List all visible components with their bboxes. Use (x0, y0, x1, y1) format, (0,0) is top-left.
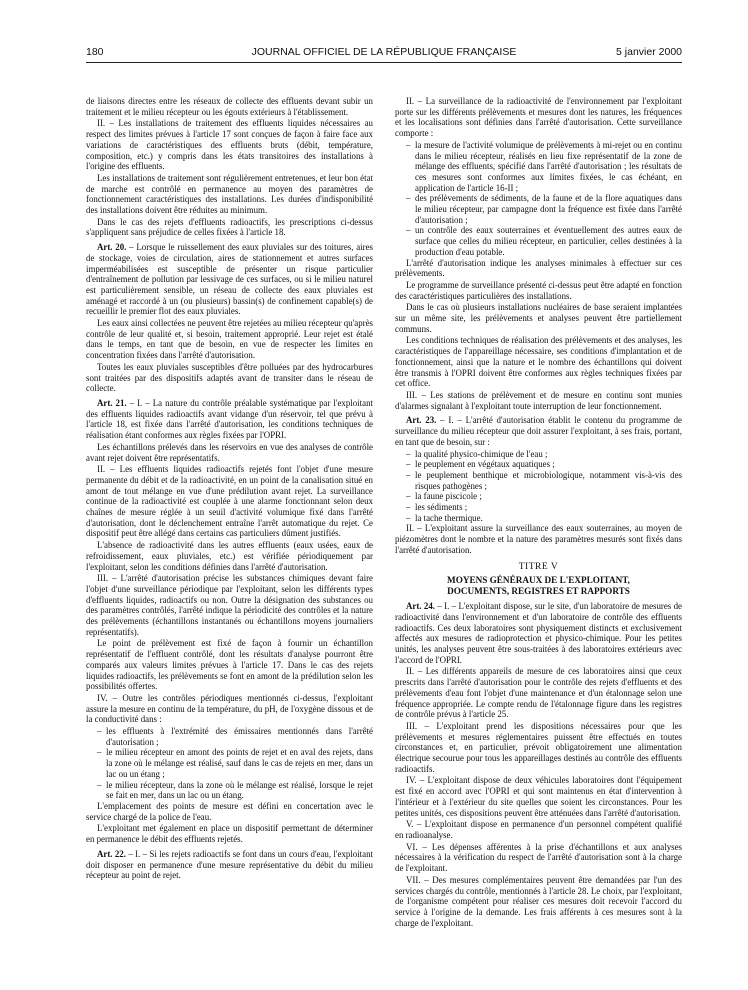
measurement-points-list (86, 726, 373, 801)
paragraph: II. – L'exploitant assure la surveillance des eaux souterraines, au moyen de piézomètres dont le nombre et la nature des paramètres mesurés sont fixés dans l'arrêté d'autorisation. (395, 523, 682, 555)
paragraph: Les échantillons prélevés dans les réservoirs en vue des analyses de contrôle avant rejet doivent être représentatifs. (86, 441, 373, 463)
article-20 (86, 242, 373, 317)
page-number: 180 (86, 46, 104, 58)
subtitle-line: MOYENS GÉNÉRAUX DE L'EXPLOITANT, (447, 575, 630, 586)
list-item: – la faune piscicole ; (406, 491, 682, 502)
paragraph: Les conditions techniques de réalisation des prélèvements et des analyses, les caractéristiques de l'appareillage nécessaire, ses conditions d'implantation et de fonctionnement, ainsi que la nature et le nombre des échantillons qui doivent être transmis à l'OPRI doivent être conformes aux règles techniques fixées par cet office. (395, 335, 682, 389)
header-rule (86, 62, 682, 63)
paragraph: VI. – Les dépenses afférentes à la prise d'échantillons et aux analyses nécessaires à la vérification du respect de l'arrêté d'autorisation sont à la charge de l'exploitant. (395, 841, 682, 874)
article-label: Art. 23. (406, 415, 437, 426)
paragraph: Dans le cas où plusieurs installations nucléaires de base seraient implantées sur un même site, les prélèvements et analyses peuvent être partiellement communs. (395, 302, 682, 334)
paragraph: de liaisons directes entre les réseaux de collecte des effluents devant subir un traitement et le milieu récepteur ou les égouts extérieurs à l'établissement. (86, 96, 373, 117)
article-label: Art. 20. (97, 242, 127, 253)
surveillance-list (395, 140, 682, 258)
article-label: Art. 21. (97, 397, 127, 408)
paragraph: III. – L'arrêté d'autorisation précise les substances chimiques devant faire l'objet d'une surveillance périodique par l'exploitant, selon les différents types d'effluents liquides, radioactifs ou non. Outre la désignation des substances ou des paramètres contrôlés, l'arrêté indique la périodicité des contrôles et la nature des prélèvements (échantillons instantanés ou échantillons moyens journaliers représentatifs). (86, 573, 373, 637)
publication-date: 5 janvier 2000 (616, 46, 682, 58)
list-item: – la mesure de l'activité volumique de prélèvements à mi-rejet ou en continu dans le milieu récepteur, réalisés en lieu fixe représentatif de la zone de mélange des effluents, spécifié dans l'arrêté d'autorisation ; les résultats de ces mesures sont conformes aux limites fixées, le cas échéant, en application de l'article 16-II ; (406, 140, 682, 194)
article-text: – I. – La nature du contrôle préalable systématique par l'exploitant des effluents liquides radioactifs avant vidange d'un réservoir, tel que prévu à l'article 18, est fixée dans l'arrêté d'autorisation, les conditions techniques de réalisation étant conformes aux règles fixées par l'OPRI. (86, 397, 373, 441)
paragraph: IV. – L'exploitant dispose de deux véhicules laboratoires dont l'équipement est fixé en accord avec l'OPRI et qui sont maintenus en état d'intervention à l'intérieur et à l'extérieur du site quelles que soient les circonstances. Pour les petites unités, ces dispositions peuvent être atténuées dans l'arrêté d'autorisation. (395, 775, 682, 818)
subtitle-line: DOCUMENTS, REGISTRES ET RAPPORTS (447, 586, 630, 597)
section-title: TITRE V (518, 561, 559, 572)
article-text: – Lorsque le ruissellement des eaux pluviales sur des toitures, aires de stockage, voies de circulation, aires de stationnement et autres surfaces imperméabilisées est susceptible de présenter un risque particulier d'entraînement de pollution par lessivage de ces surfaces, ou si le milieu naturel est particulièrement sensible, un réseau de collecte des eaux pluviales est aménagé et raccordé à un (ou plusieurs) bassin(s) de confinement capable(s) de recueillir le premier flot des eaux pluviales. (86, 242, 373, 317)
paragraph: L'exploitant met également en place un dispositif permettant de déterminer en permanence le débit des effluents rejetés. (86, 823, 373, 845)
list-item: – le milieu récepteur, dans la zone où le mélange est réalisé, lorsque le rejet se fait en mer, dans un lac ou un étang. (97, 780, 373, 801)
paragraph: III. – Les stations de prélèvement et de mesure en continu sont munies d'alarmes signalant à l'exploitant toute interruption de leur fonctionnement. (395, 389, 682, 411)
paragraph: V. – L'exploitant dispose en permanence d'un personnel compétent qualifié en radioanalyse. (395, 819, 682, 840)
list-item: – le peuplement en végétaux aquatiques ; (406, 459, 682, 470)
paragraph: Les installations de traitement sont régulièrement entretenues, et leur bon état de marche est contrôlé en permanence au moyen des paramètres de fonctionnement caractéristiques des installations. Les durées d'indisponibilité des installations doivent être réduites au minimum. (86, 172, 373, 216)
paragraph: Toutes les eaux pluviales susceptibles d'être polluées par des hydrocarbures sont traitées par des dispositifs adaptés avant de transiter dans le réseau de collecte. (86, 361, 373, 394)
list-item: – des prélèvements de sédiments, de la faune et de la flore aquatiques dans le milieu récepteur, par campagne dont la fréquence est fixée dans l'arrêté d'autorisation ; (406, 193, 682, 225)
paragraph: II. – Les effluents liquides radioactifs rejetés font l'objet d'une mesure permanente du débit et de la radioactivité, en un point de la canalisation situé en amont de tout mélange en vue d'une prédilution avant rejet. La surveillance continue de la radioactivité est couplée à une alarme fonctionnant selon deux chaînes de mesure réglée à un seuil d'activité volumique fixé dans l'arrêté d'autorisation, dont le déclenchement entraîne l'arrêt automatique du rejet. Ce dispositif peut être allégé dans certains cas particuliers dûment justifiés. (86, 464, 373, 539)
section-subtitle (395, 575, 682, 597)
paragraph: Le point de prélèvement est fixé de façon à fournir un échantillon représentatif de l'effluent contrôlé, dont les résultats d'analyse pourront être comparés aux valeurs limites prévues à l'article 17. Dans le cas des rejets liquides radioactifs, les prélèvements se font en amont de la prédilution selon les possibilités offertes. (86, 638, 373, 692)
paragraph: L'emplacement des points de mesure est défini en concertation avec le service chargé de la police de l'eau. (86, 801, 373, 822)
article-text: – I. – L'exploitant dispose, sur le site, d'un laboratoire de mesures de radioactivité dans l'environnement et d'un laboratoire de contrôle des effluents radioactifs. Ces deux laboratoires sont physiquement distincts et exclusivement affectés aux mesures de radioprotection et physico-chimique. Pour les petites unités, les analyses peuvent être sous-traitées à des laboratoires extérieurs avec l'accord de l'OPRI. (395, 601, 682, 665)
monitoring-program-list (395, 449, 682, 524)
list-item: – la qualité physico-chimique de l'eau ; (406, 449, 682, 460)
journal-title: JOURNAL OFFICIEL DE LA RÉPUBLIQUE FRANÇAISE (251, 46, 517, 58)
list-item: – le milieu récepteur en amont des points de rejet et en aval des rejets, dans la zone où le mélange est réalisé, sauf dans le cas de rejets en mer, dans un lac ou un étang ; (97, 747, 373, 779)
page-header (86, 46, 682, 60)
list-item: – la tache thermique. (406, 513, 682, 524)
article-label: Art. 24. (406, 601, 435, 612)
article-label: Art. 22. (97, 848, 126, 859)
list-item: – un contrôle des eaux souterraines et éventuellement des autres eaux de surface que celles du milieu récepteur, en particulier, celles destinées à la production d'eau potable. (406, 225, 682, 257)
paragraph: L'arrêté d'autorisation indique les analyses minimales à effectuer sur ces prélèvements. (395, 257, 682, 279)
left-column (86, 96, 373, 882)
paragraph: IV. – Outre les contrôles périodiques mentionnés ci-dessus, l'exploitant assure la mesure en continu de la température, du pH, de l'oxygène dissous et de la conductivité dans : (86, 692, 373, 725)
article-21 (86, 398, 373, 441)
right-column (395, 96, 682, 929)
article-24 (395, 601, 682, 665)
list-item: – les effluents à l'extrémité des émissaires mentionnés dans l'arrêté d'autorisation ; (97, 726, 373, 747)
paragraph: VII. – Des mesures complémentaires peuvent être demandées par l'un des services chargés du contrôle, mentionnés à l'article 28. Le choix, par l'exploitant, de l'organisme compétent pour réaliser ces mesures doit recevoir l'accord du service à l'origine de la demande. Les frais afférents à ces mesures sont à la charge de l'exploitant. (395, 874, 682, 928)
paragraph: Les eaux ainsi collectées ne peuvent être rejetées au milieu récepteur qu'après contrôle de leur qualité et, si besoin, traitement approprié. Leur rejet est étalé dans le temps, en tant que de besoin, en vue de respecter les limites en concentration fixées dans l'arrêté d'autorisation. (86, 318, 373, 361)
article-23 (395, 415, 682, 447)
paragraph: III. – L'exploitant prend les dispositions nécessaires pour que les prélèvements et mesures réglementaires puissent être effectués en toutes circonstances et, en particulier, prévoit obligatoirement une alimentation électrique secourue pour tous les appareillages destinés au contrôle des effluents radioactifs. (395, 720, 682, 774)
article-22 (86, 849, 373, 881)
paragraph: Dans le cas des rejets d'effluents radioactifs, les prescriptions ci-dessus s'appliquent sans préjudice de celles fixées à l'article 18. (86, 216, 373, 238)
paragraph: II. – La surveillance de la radioactivité de l'environnement par l'exploitant porte sur les différents prélèvements et mesures dont les natures, les fréquences et les localisations sont définies dans l'arrêté d'autorisation. Cette surveillance comporte : (395, 96, 682, 139)
article-text: – I. – Si les rejets radioactifs se font dans un cours d'eau, l'exploitant doit disposer en permanence d'une mesure représentative du débit du milieu récepteur au point de rejet. (86, 848, 373, 881)
paragraph: Le programme de surveillance présenté ci-dessus peut être adapté en fonction des caractéristiques particulières des installations. (395, 279, 682, 301)
article-text: – I. – L'arrêté d'autorisation établit le contenu du programme de surveillance du milieu récepteur que doit assurer l'exploitant, à ses frais, portant, en tant que de besoin, sur : (395, 415, 682, 447)
paragraph: L'absence de radioactivité dans les autres effluents (eaux usées, eaux de refroidissement, eaux pluviales, etc.) est vérifiée périodiquement par l'exploitant, selon les conditions définies dans l'arrêté d'autorisation. (86, 540, 373, 572)
list-item: – le peuplement benthique et microbiologique, notamment vis-à-vis des risques pathogènes ; (406, 470, 682, 491)
paragraph: II. – Les différents appareils de mesure de ces laboratoires ainsi que ceux prescrits dans l'arrêté d'autorisation pour le contrôle des rejets d'effluents et des prélèvements d'eau font l'objet d'une maintenance et d'un étalonnage selon une fréquence appropriée. Le compte rendu de l'étalonnage figure dans les registres de contrôle prévus à l'article 25. (395, 666, 682, 720)
list-item: – les sédiments ; (406, 502, 682, 513)
paragraph: II. – Les installations de traitement des effluents liquides nécessaires au respect des limites prévues à l'article 17 sont conçues de façon à faire face aux variations de caractéristiques des effluents bruts (débit, température, composition, etc.) y compris dans les états transitoires des installations à l'origine des effluents. (86, 118, 373, 172)
